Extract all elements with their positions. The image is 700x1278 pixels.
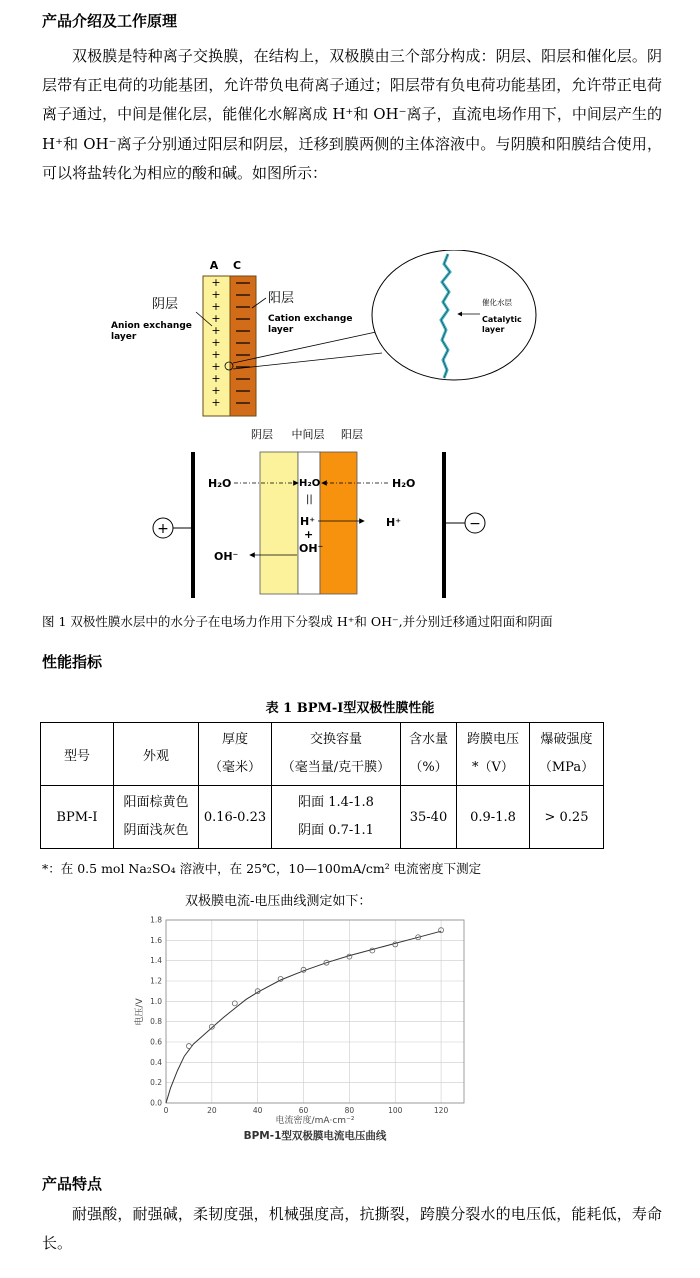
svg-text:+: + — [211, 324, 221, 337]
catalytic-en-label-2: layer — [482, 325, 505, 334]
features-paragraph: 耐强酸，耐强碱，柔韧度强，机械强度高，抗撕裂，跨膜分裂水的电压低，能耗低，寿命长。 — [42, 1205, 662, 1253]
cell-water: 35-40 — [401, 786, 457, 849]
cation-layer-bottom — [320, 452, 357, 594]
svg-text:+: + — [211, 276, 221, 289]
data-point — [186, 1044, 191, 1049]
y-tick-label: 0.6 — [150, 1037, 162, 1047]
intro-paragraph: 双极膜是特种离子交换膜，在结构上，双极膜由三个部分构成：阴层、阳层和催化层。阴层带有正电荷的功能基团，允许带负电荷离子通过；阳层带有负电荷功能基团，允许带正电荷离子通过，中间是催化层，能催化水解离成 H⁺和 OH⁻离子，直流电场作用下，中间层产生的 H⁺和 OH⁻离子分别通过阳层和阴层，迁移到膜两侧的主体溶液中。与阴膜和阳膜结合使用，可以将盐转化为相应的酸和碱。如图所示： — [42, 47, 662, 182]
svg-text:+: + — [211, 372, 221, 385]
th-appearance: 外观 — [114, 723, 199, 786]
x-tick-label: 60 — [298, 1106, 309, 1115]
x-tick-label: 100 — [388, 1106, 403, 1115]
h2o-middle: H₂O — [299, 478, 321, 489]
svg-text:+: + — [211, 312, 221, 325]
th-model: 型号 — [41, 723, 114, 786]
plus-charges — [211, 276, 220, 409]
chart-intro: 双极膜电流-电压曲线测定如下： — [185, 894, 372, 909]
cell-burst: > 0.25 — [530, 786, 604, 849]
spec-table — [40, 722, 604, 849]
iv-curve-chart — [130, 912, 480, 1144]
x-tick-label: 0 — [163, 1106, 169, 1115]
cell-appearance: 阳面棕黄色 阴面浅灰色 — [114, 786, 199, 849]
anion-en-label-2: layer — [111, 332, 137, 342]
x-tick-label: 80 — [344, 1106, 355, 1115]
figure-caption: 图 1 双极性膜水层中的水分子在电场力作用下分裂成 H⁺和 OH⁻,并分别迁移通过阳面和阴面 — [42, 614, 553, 629]
label-c: C — [232, 259, 242, 272]
y-tick-label: 1.0 — [150, 996, 162, 1006]
x-tick-label: 120 — [433, 1106, 449, 1115]
svg-text:+: + — [211, 384, 221, 397]
x-axis-label: 电流密度/mA·cm⁻² — [275, 1116, 355, 1126]
th-voltage: 跨膜电压 *（V） — [457, 723, 530, 786]
anion-en-label: Anion exchange — [111, 321, 192, 331]
features-heading: 产品特点 — [42, 1175, 103, 1193]
catalytic-cn-label: 催化水层 — [482, 298, 512, 307]
y-tick-label: 1.4 — [150, 956, 162, 966]
label-a: A — [209, 259, 219, 272]
y-tick-label: 1.8 — [150, 915, 162, 925]
plus-middle: + — [304, 528, 314, 541]
th-burst: 爆破强度 （MPa） — [530, 723, 604, 786]
h2o-right: H₂O — [392, 477, 416, 490]
svg-text:+: + — [211, 288, 221, 301]
svg-text:+: + — [211, 360, 221, 373]
plot-frame — [166, 920, 464, 1103]
cation-cn-label: 阳层 — [268, 291, 295, 306]
svg-text:+: + — [211, 348, 221, 361]
intro-heading: 产品介绍及工作原理 — [42, 12, 178, 30]
y-tick-label: 1.6 — [150, 935, 162, 945]
svg-text:+: + — [211, 336, 221, 349]
col-middle-label: 中间层 — [291, 428, 325, 441]
cathode-sign: − — [469, 516, 481, 532]
th-water: 含水量 （%） — [401, 723, 457, 786]
anode-sign: + — [157, 521, 169, 537]
anion-layer-bottom — [260, 452, 298, 594]
y-tick-label: 0.8 — [150, 1017, 162, 1027]
y-tick-label: 0.4 — [150, 1057, 162, 1067]
oh-left: OH⁻ — [214, 550, 239, 563]
catalytic-en-label: Catalytic — [482, 315, 522, 324]
col-anion-label: 阴层 — [251, 428, 273, 441]
cation-en-label: Cation exchange — [268, 314, 353, 324]
cation-en-label-2: layer — [268, 325, 294, 335]
performance-heading: 性能指标 — [42, 653, 103, 671]
y-tick-label: 1.2 — [150, 976, 162, 986]
chart-title: BPM-1型双极膜电流电压曲线 — [243, 1130, 387, 1142]
table-row — [41, 786, 604, 849]
oh-middle: OH⁻ — [299, 542, 324, 555]
h-middle: H⁺ — [300, 515, 316, 528]
table-footnote: *：在 0.5 mol Na₂SO₄ 溶液中，在 25℃，10—100mA/cm² 电流密度下测定 — [42, 861, 482, 876]
membrane-diagram — [0, 250, 700, 610]
th-capacity: 交换容量 （毫当量/克干膜） — [272, 723, 401, 786]
x-tick-label: 20 — [207, 1106, 217, 1115]
col-cation-label: 阳层 — [341, 428, 363, 441]
th-thickness: 厚度 （毫米） — [199, 723, 272, 786]
cation-layer-block — [230, 276, 256, 416]
data-point — [370, 948, 375, 953]
cell-capacity: 阳面 1.4-1.8 阴面 0.7-1.1 — [272, 786, 401, 849]
cell-model: BPM-Ⅰ — [41, 786, 114, 849]
x-tick-label: 40 — [252, 1106, 263, 1115]
cell-thickness: 0.16-0.23 — [199, 786, 272, 849]
table-caption: 表 1 BPM-Ⅰ型双极性膜性能 — [265, 701, 435, 716]
y-tick-label: 0.0 — [150, 1098, 162, 1108]
y-tick-label: 0.2 — [150, 1078, 162, 1088]
y-axis-label: 电压/V — [135, 998, 145, 1026]
h2o-left: H₂O — [208, 477, 232, 490]
h-right: H⁺ — [386, 516, 402, 529]
table-header-row — [41, 723, 604, 786]
equilibrium-sign: || — [306, 494, 313, 505]
svg-text:+: + — [211, 396, 221, 409]
anion-cn-label: 阴层 — [152, 297, 179, 312]
svg-text:+: + — [211, 300, 221, 313]
cell-voltage: 0.9-1.8 — [457, 786, 530, 849]
